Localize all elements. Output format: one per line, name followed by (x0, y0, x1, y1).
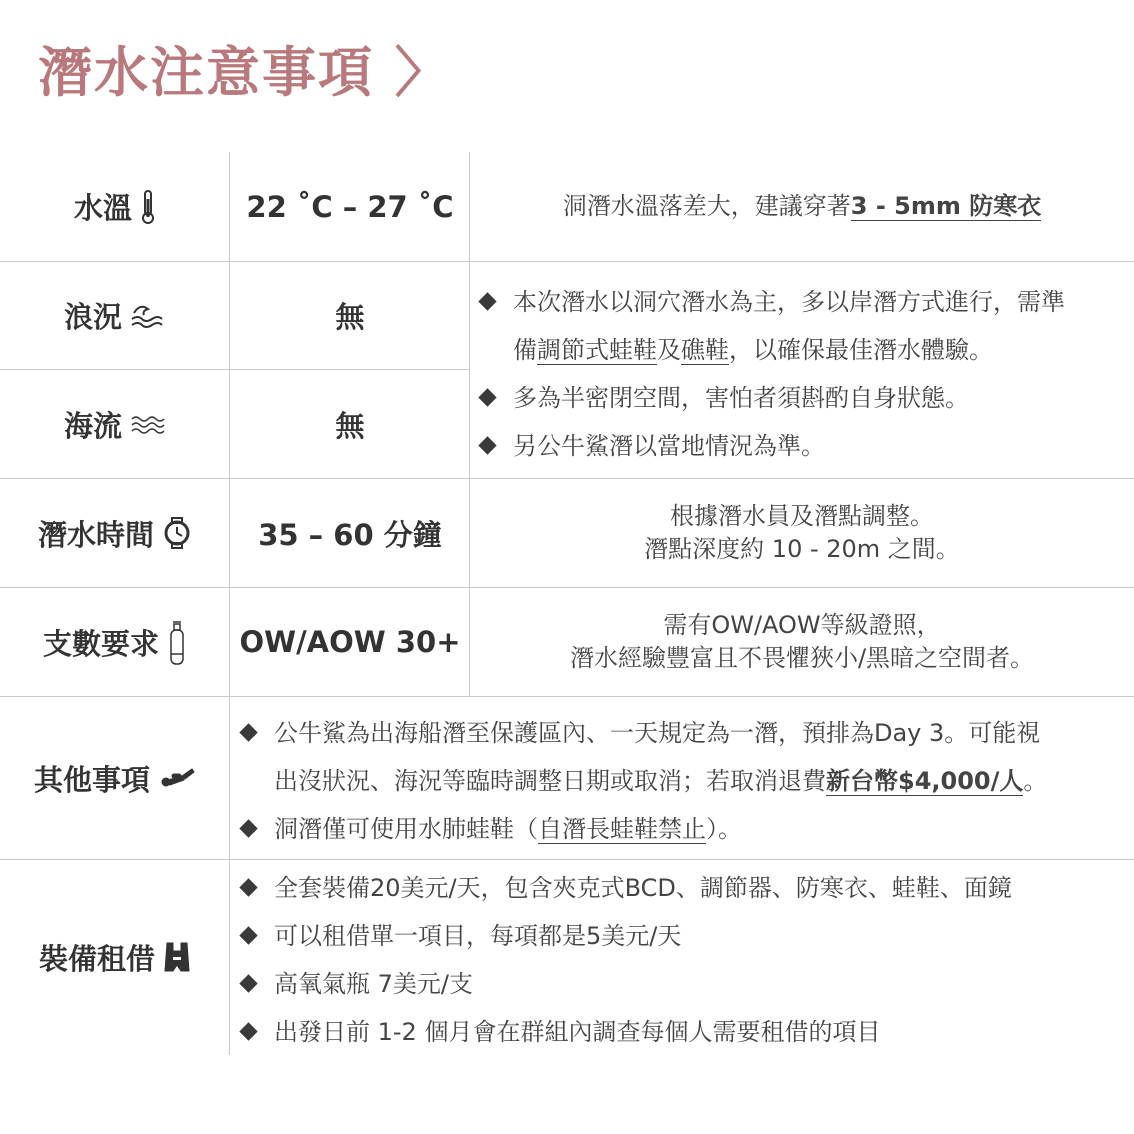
page-title: 潛水注意事項 〉 (38, 41, 451, 104)
bcd-vest-icon (163, 941, 191, 975)
waves-value: 無 (335, 300, 365, 334)
list-item: 另公牛鯊潛以當地情況為準。 (477, 422, 1133, 470)
level-note: 需有OW/AOW等級證照， 潛水經驗豐富且不畏懼狹小/黑暗之空間者。 (569, 611, 1035, 672)
row-label-gear: 裝備租借 (0, 860, 230, 1055)
row-label-level: 支數要求 (0, 588, 230, 696)
time-note: 根據潛水員及潛點調整。 潛點深度約 10 - 20m 之間。 (644, 502, 960, 563)
diver-icon (158, 766, 196, 790)
time-value: 35 – 60 分鐘 (258, 517, 442, 552)
row-label-time: 潛水時間 (0, 479, 230, 587)
row-label-temp: 水溫 (0, 152, 230, 261)
thermometer-icon (140, 189, 156, 225)
level-value: OW/AOW 30+ (239, 625, 461, 659)
temp-value: 22 ˚C – 27 ˚C (246, 189, 454, 224)
row-label-waves: 浪況 (0, 262, 230, 369)
list-item: 公牛鯊為出海船潛至保護區內、一天規定為一潛，預排為Day 3。可能視 (238, 709, 1128, 757)
diamond-bullet-icon (239, 819, 257, 837)
list-item: 可以租借單一項目，每項都是5美元/天 (238, 912, 1128, 960)
row-label-other: 其他事項 (0, 697, 230, 859)
diamond-bullet-icon (239, 1022, 257, 1040)
tank-icon (167, 618, 187, 666)
list-item-continued: 出沒狀況、海況等臨時調整日期或取消；若取消退費新台幣$4,000/人。 (274, 767, 1048, 795)
list-item: 本次潛水以洞穴潛水為主，多以岸潛方式進行，需準 (477, 278, 1133, 326)
cave-notes (477, 278, 1133, 470)
diamond-bullet-icon (239, 974, 257, 992)
list-item: 全套裝備20美元/天，包含夾克式BCD、調節器、防寒衣、蛙鞋、面鏡 (238, 864, 1128, 912)
diamond-bullet-icon (239, 723, 257, 741)
diamond-bullet-icon (239, 878, 257, 896)
list-item: 洞潛僅可使用水肺蛙鞋（自潛長蛙鞋禁止）。 (238, 805, 1128, 853)
watch-icon (162, 517, 192, 549)
list-item: 高氧氣瓶 7美元/支 (238, 960, 1128, 1008)
list-item: 出發日前 1-2 個月會在群組內調查每個人需要租借的項目 (238, 1008, 1128, 1056)
waves-icon (130, 301, 166, 331)
row-label-current: 海流 (0, 370, 230, 478)
list-item-continued: 備調節式蛙鞋及礁鞋，以確保最佳潛水體驗。 (513, 336, 993, 364)
gear-notes (238, 864, 1128, 1056)
diamond-bullet-icon (239, 926, 257, 944)
diamond-bullet-icon (478, 436, 496, 454)
current-icon (130, 412, 166, 436)
temp-note: 洞潛水溫落差大，建議穿著3 - 5mm 防寒衣 (562, 192, 1042, 220)
list-item: 多為半密閉空間，害怕者須斟酌自身狀態。 (477, 374, 1133, 422)
diamond-bullet-icon (478, 292, 496, 310)
other-notes (238, 709, 1128, 853)
current-value: 無 (335, 408, 365, 443)
wetsuit-link: 3 - 5mm 防寒衣 (850, 192, 1042, 220)
diamond-bullet-icon (478, 388, 496, 406)
